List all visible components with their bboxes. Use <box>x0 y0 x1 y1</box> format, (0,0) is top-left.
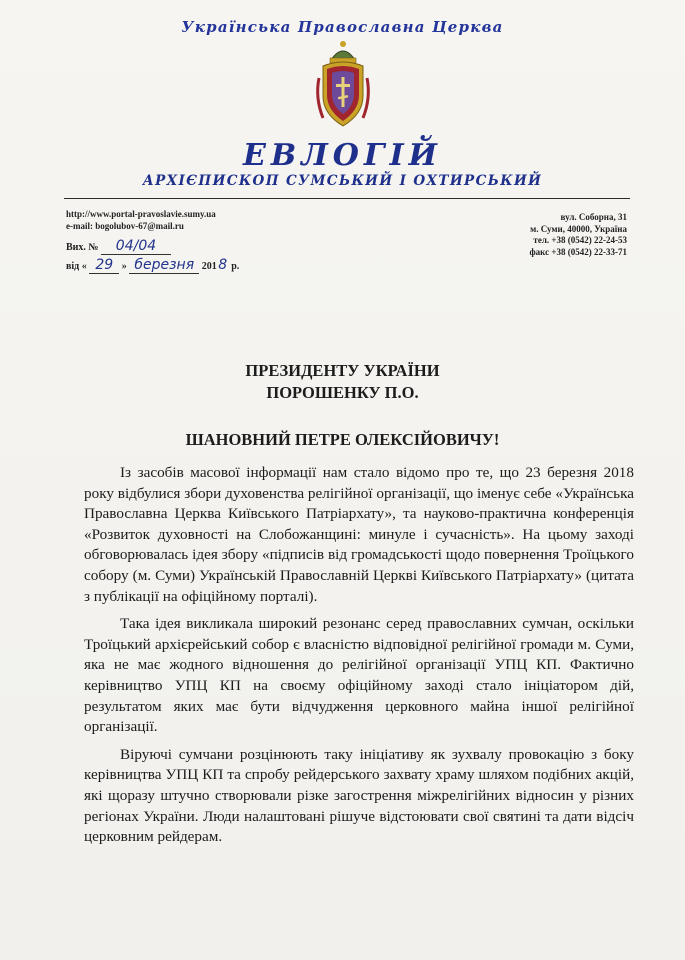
year-digit: 8 <box>218 257 228 273</box>
date-month: березня <box>129 257 199 274</box>
email-text: e-mail: bogolubov-67@mail.ru <box>66 220 184 231</box>
outgoing-label: Вих. № <box>66 242 99 253</box>
salutation: ШАНОВНИЙ ПЕТРЕ ОЛЕКСІЙОВИЧУ! <box>185 430 500 449</box>
date-day: 29 <box>89 257 119 274</box>
outgoing-number <box>66 238 171 255</box>
date-mid: » <box>121 261 127 272</box>
header-divider <box>64 198 630 199</box>
street-address: вул. Соборна, 31 <box>560 212 627 222</box>
city-address: м. Суми, 40000, Україна <box>530 223 627 234</box>
letter-date <box>66 257 239 274</box>
paragraph-3: Віруючі сумчани розцінюють таку ініціативу як зухвалу провокацію з боку керівництва УПЦ КП та спробу рейдерського захвату храму шляхом подібних акцій, які щоразу штучно створювали різке загострення міжрелігійних відносин у різних регіонах України. Люди налаштовані рішуче відстоювати свої святині та дати відсіч церковним рейдерам. <box>84 745 634 846</box>
bishop-title: АРХІЄПИСКОП СУМСЬКИЙ І ОХТИРСЬКИЙ <box>142 173 543 189</box>
contacts-left <box>66 209 216 232</box>
fax-number: факс +38 (0542) 22-33-71 <box>529 246 627 257</box>
contacts-right <box>529 212 627 258</box>
addressee-line-1: ПРЕЗИДЕНТУ УКРАЇНИ <box>245 361 440 380</box>
coat-of-arms-icon <box>313 38 373 130</box>
addressee <box>0 360 685 404</box>
letter-body <box>84 463 634 855</box>
paragraph-2: Така ідея викликала широкий резонанс серед православних сумчан, оскільки Троїцький архієрейський собор є власністю відповідної релігійної громади м. Суми, яка не має жодного відношення до релігійної організації УПЦ КП. Фактично керівництво УПЦ КП на своєму офіційному заході стало ініціатором дій, результатом яких має бути відчудження церковного майна іншої релігійної організації. <box>84 615 634 736</box>
paragraph-1: Із засобів масової інформації нам стало відомо про те, що 23 березня 2018 року відбулися збори духовенства релігійної організації, що іменує себе «Українська Православна Церква Київського Патріархату», та науково-практична конференція «Розвиток духовності на Слобожанщині: минуле і сучасність». На цьому заході обговорювалась ідея збору «підписів від громадськості щодо повернення Троїцького собору (м. Суми) Українській Православній Церкві Київського Патріархату» (цитата з публікації на офіційному порталі). <box>84 464 634 605</box>
bishop-name: ЕВЛОГІЙ <box>243 138 442 173</box>
website-link: http://www.portal-pravoslavie.sumy.ua <box>66 209 216 219</box>
outgoing-number-value: 04/04 <box>101 238 171 255</box>
date-prefix: від « <box>66 261 87 272</box>
phone-number: тел. +38 (0542) 22-24-53 <box>533 235 627 245</box>
year-prefix: 201 <box>201 261 217 272</box>
addressee-line-2: ПОРОШЕНКУ П.О. <box>266 383 419 402</box>
church-name: Українська Православна Церква <box>181 18 504 36</box>
year-suffix: р. <box>231 261 240 272</box>
